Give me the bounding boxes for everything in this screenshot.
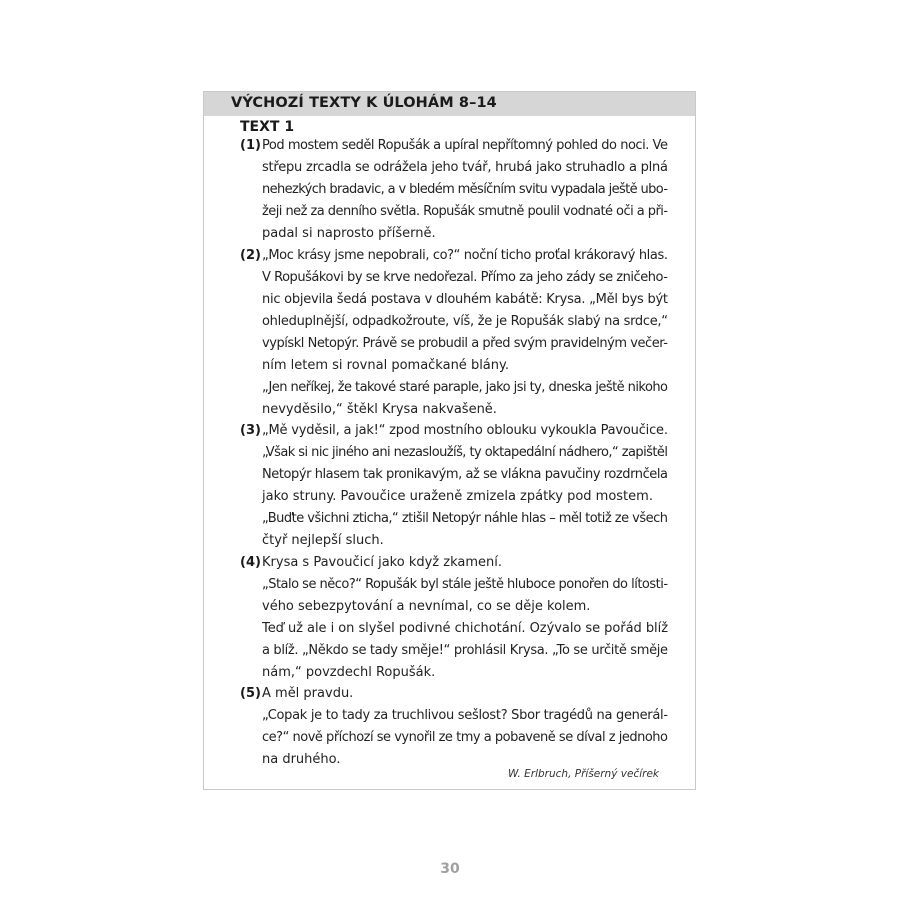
paragraph-2-line: ohleduplnější, odpadkožroute, víš, že je Ropušák slabý na srdce,“ (262, 314, 668, 329)
paragraph-3-number: (3) (240, 423, 261, 438)
paragraph-4-line: Krysa s Pavoučicí jako když zkamení. (262, 555, 502, 570)
paragraph-1-line: žeji než za denního světla. Ropušák smutně poulil vodnaté oči a při- (262, 204, 668, 219)
paragraph-5-line: ce?“ nově příchozí se vynořil ze tmy a pobaveně se díval z jednoho (262, 730, 668, 745)
paragraph-2-line: „Moc krásy jsme nepobrali, co?“ noční ticho proťal krákoravý hlas. (262, 248, 668, 263)
paragraph-2-line: V Ropušákovi by se krve nedořezal. Přímo za jeho zády se zničeho- (262, 270, 668, 285)
text-frame (203, 91, 696, 790)
paragraph-4-line: vého sebezpytování a nevnímal, co se děje kolem. (262, 599, 591, 614)
paragraph-3-line: „Však si nic jiného ani nezasloužíš, ty oktapedální nádhero,“ zapištěl (262, 445, 668, 460)
header-band (204, 92, 695, 116)
paragraph-5-number: (5) (240, 686, 261, 701)
paragraph-1-line: střepu zrcadla se odrážela jeho tvář, hrubá jako struhadlo a plná (262, 160, 668, 175)
paragraph-2-line: „Jen neříkej, že takové staré paraple, jako jsi ty, dneska ještě nikoho (262, 380, 668, 395)
paragraph-3-line: Netopýr hlasem tak pronikavým, až se vlákna pavučiny rozdrnčela (262, 467, 668, 482)
paragraph-2-line: nevyděsilo,“ štěkl Krysa nakvašeně. (262, 402, 497, 417)
page-number: 30 (440, 861, 460, 877)
paragraph-1-line: padal si naprosto příšerně. (262, 226, 436, 241)
source-citation: W. Erlbruch, Příšerný večírek (507, 768, 659, 780)
paragraph-1-number: (1) (240, 138, 261, 153)
paragraph-4-number: (4) (240, 555, 261, 570)
paragraph-2-line: nic objevila šedá postava v dlouhém kabátě: Krysa. „Měl bys být (262, 292, 668, 307)
paragraph-3-line: „Buďte všichni zticha,“ ztišil Netopýr náhle hlas – měl totiž ze všech (262, 511, 668, 526)
paragraph-4-line: Teď už ale i on slyšel podivné chichotání. Ozývalo se pořád blíž (262, 621, 668, 636)
paragraph-4-line: a blíž. „Někdo se tady směje!“ prohlásil Krysa. „To se určitě směje (262, 643, 668, 658)
paragraph-1-line: nehezkých bradavic, a v bledém měsíčním svitu vypadala ještě ubo- (262, 182, 668, 197)
paragraph-1-line: Pod mostem seděl Ropušák a upíral nepřítomný pohled do noci. Ve (262, 138, 668, 153)
paragraph-5-line: „Copak je to tady za truchlivou sešlost? Sbor tragédů na generál- (262, 708, 668, 723)
paragraph-3-line: jako struny. Pavoučice uraženě zmizela zpátky pod mostem. (262, 489, 653, 504)
paragraph-4-line: nám,“ povzdechl Ropušák. (262, 665, 436, 680)
paragraph-2-line: vypískl Netopýr. Právě se probudil a před svým pravidelným večer- (262, 336, 668, 351)
paragraph-2-line: ním letem si rovnal pomačkané blány. (262, 358, 509, 373)
paragraph-3-line: čtyř nejlepší sluch. (262, 533, 384, 548)
paragraph-2-number: (2) (240, 248, 261, 263)
paragraph-4-line: „Stalo se něco?“ Ropušák byl stále ještě hluboce ponořen do lítosti- (262, 577, 668, 592)
text-heading: TEXT 1 (240, 119, 295, 135)
paragraph-5-line: A měl pravdu. (262, 686, 354, 701)
paragraph-3-line: „Mě vyděsil, a jak!“ zpod mostního oblouku vykoukla Pavoučice. (262, 423, 668, 438)
section-title: VÝCHOZÍ TEXTY K ÚLOHÁM 8–14 (231, 95, 497, 111)
paragraph-5-line: na druhého. (262, 752, 341, 767)
